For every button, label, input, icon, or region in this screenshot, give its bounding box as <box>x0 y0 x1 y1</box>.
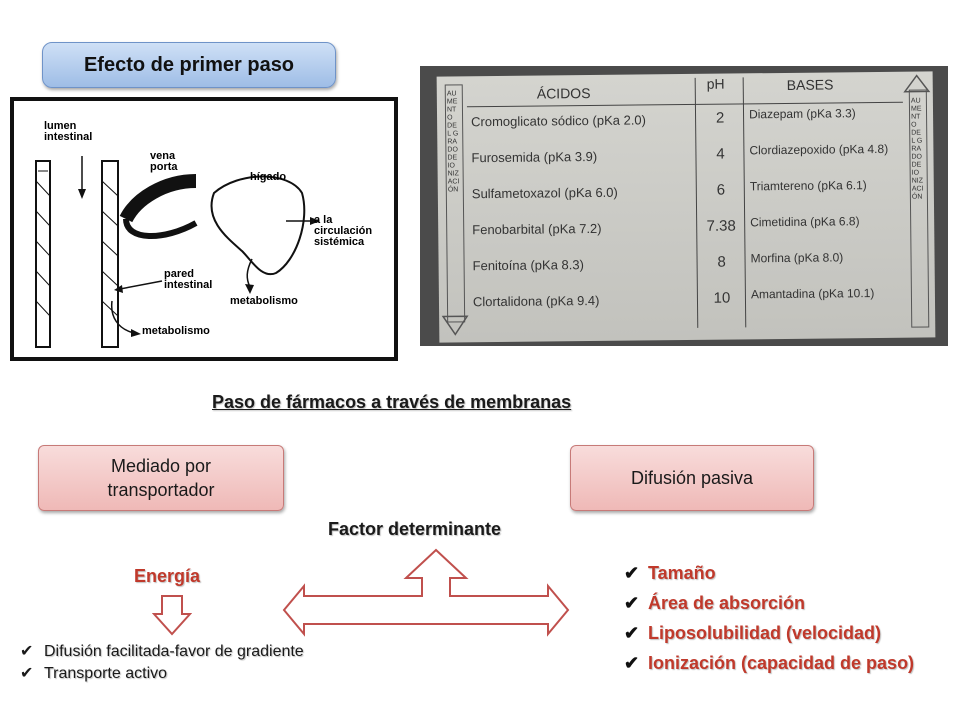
left-check-list <box>20 641 304 685</box>
list-item <box>20 663 304 685</box>
t-arrow-icon <box>280 546 572 656</box>
list-item-label: Ionización (capacidad de paso) <box>648 653 915 673</box>
acid-row: Cromoglicato sódico (pKa 2.0) <box>471 112 647 130</box>
right-check-list <box>624 558 914 678</box>
base-row: Triamtereno (pKa 6.1) <box>749 178 867 194</box>
head-ph: pH <box>706 75 725 92</box>
list-item <box>624 588 914 618</box>
list-item-label: Transporte activo <box>44 665 168 682</box>
title-pill: Efecto de primer paso <box>42 42 336 88</box>
list-item-label: Tamaño <box>648 563 716 583</box>
checkmark-icon: ✔ <box>20 665 34 682</box>
right-arrowhead-icon <box>903 73 931 93</box>
label-vena-porta: vena porta <box>150 150 178 173</box>
vena-porta-shape <box>126 181 196 219</box>
head-acidos: ÁCIDOS <box>536 84 591 102</box>
liver-shape <box>211 177 304 275</box>
first-pass-diagram <box>10 97 398 361</box>
left-arrow-text: AUMENTO DEL GRADO DE IONIZACIÓN <box>446 90 460 194</box>
energia-label: Energía <box>134 566 201 586</box>
ph-row: 2 <box>715 109 725 127</box>
checkmark-icon: ✔ <box>624 593 640 613</box>
base-row: Morfina (pKa 8.0) <box>750 250 844 266</box>
acid-row: Sulfametoxazol (pKa 6.0) <box>471 184 618 202</box>
left-arrowhead-icon <box>441 314 469 336</box>
checkmark-icon: ✔ <box>20 643 34 660</box>
acid-row: Fenitoína (pKa 8.3) <box>472 257 584 274</box>
list-item <box>624 558 914 588</box>
label-metabolismo-pared: metabolismo <box>142 325 210 337</box>
list-item-label: Liposolubilidad (velocidad) <box>648 623 882 643</box>
ph-row: 7.38 <box>706 217 736 235</box>
ph-column <box>699 109 743 325</box>
pka-table-photo <box>420 66 948 346</box>
acids-column <box>471 112 699 330</box>
list-item-label: Difusión facilitada-favor de gradiente <box>44 643 304 660</box>
list-item <box>624 618 914 648</box>
bases-column <box>749 106 909 324</box>
base-row: Cimetidina (pKa 6.8) <box>750 214 860 230</box>
base-row: Diazepam (pKa 3.3) <box>748 106 856 122</box>
checkmark-icon: ✔ <box>624 653 640 673</box>
list-item-label: Área de absorción <box>648 593 806 613</box>
label-lumen: lumen intestinal <box>44 120 93 143</box>
section-heading: Paso de fármacos a través de membranas <box>212 392 572 412</box>
down-arrow-icon <box>152 594 192 638</box>
ph-row: 8 <box>717 253 726 271</box>
base-row: Amantadina (pKa 10.1) <box>750 286 875 302</box>
factor-determinante: Factor determinante <box>328 519 502 539</box>
checkmark-icon: ✔ <box>624 623 640 643</box>
checkmark-icon: ✔ <box>624 563 640 583</box>
acid-row: Furosemida (pKa 3.9) <box>471 148 598 166</box>
label-circulacion: a la circulación sistémica <box>314 214 373 248</box>
label-pared: pared intestinal <box>164 268 213 291</box>
box-mediado-transportador: Mediado por transportador <box>38 445 284 511</box>
acid-row: Clortalidona (pKa 9.4) <box>472 292 600 310</box>
label-higado: hígado <box>250 171 287 183</box>
ph-row: 4 <box>716 145 725 163</box>
list-item <box>20 641 304 663</box>
ph-row: 6 <box>716 181 726 199</box>
box-difusion-pasiva: Difusión pasiva <box>570 445 814 511</box>
right-arrow-text: AUMENTO DEL GRADO DE IONIZACIÓN <box>910 97 924 201</box>
list-item <box>624 648 914 678</box>
label-metabolismo-higado: metabolismo <box>230 295 298 307</box>
table-paper <box>437 71 936 342</box>
acid-row: Fenobarbital (pKa 7.2) <box>472 220 602 238</box>
base-row: Clordiazepoxido (pKa 4.8) <box>749 141 889 158</box>
head-bases: BASES <box>786 76 834 93</box>
ph-row: 10 <box>713 289 731 307</box>
